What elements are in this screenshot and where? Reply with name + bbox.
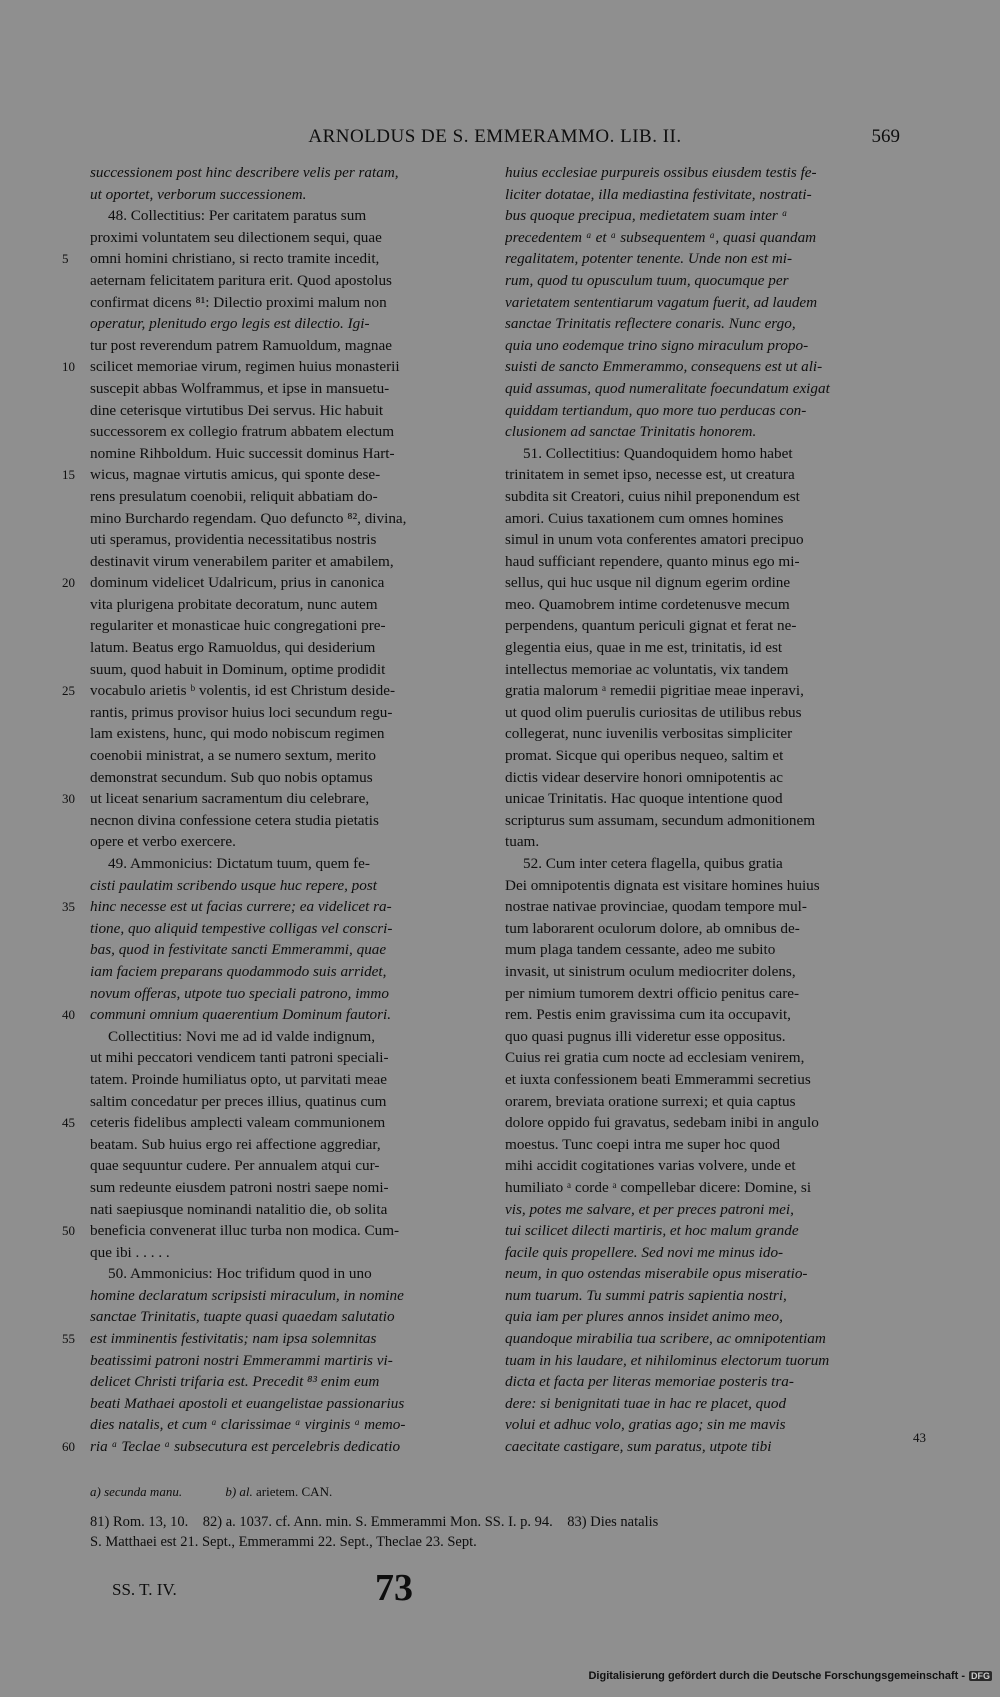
text-line: num tuarum. Tu summi patris sapientia nostri, (505, 1286, 787, 1304)
text-line: tuam in his laudare, et nihilominus electorum tuorum (505, 1351, 830, 1369)
text-line: regalitatem, potenter tenente. Unde non est mi- (505, 250, 793, 268)
text-line: ut liceat senarium sacramentum diu celebrare, (90, 790, 370, 808)
note-b (225, 1484, 332, 1500)
line-number: 40 (62, 1007, 75, 1023)
text-line: tui scilicet dilecti martiris, et hoc malum grande (505, 1222, 799, 1240)
text-line: communi omnium quaerentium Dominum fautori. (90, 1006, 392, 1024)
text-line: regulariter et monasticae huic congregationi pre- (90, 617, 386, 635)
text-line: 51. Collectitius: Quandoquidem homo habet (523, 444, 793, 462)
text-line: quiddam tertiandum, quo more tuo perducas con- (505, 401, 807, 419)
line-number: 25 (62, 683, 75, 699)
text-line: beatissimi patroni nostri Emmerammi martiris vi- (90, 1351, 393, 1369)
line-number: 45 (62, 1115, 75, 1131)
text-line: hinc necesse est ut facias currere; ea videlicet ra- (90, 898, 392, 916)
text-line: dine ceterisque virtutibus Dei servus. Hic habuit (90, 401, 384, 419)
text-line: delicet Christi trifaria est. Precedit ⁸³ enim eum (90, 1373, 380, 1391)
sheet-signature (90, 1566, 900, 1616)
text-line: sanctae Trinitatis reflectere conaris. Nunc ergo, (505, 315, 796, 333)
text-line: per nimium tumorem dextri officio penitus care- (505, 984, 800, 1002)
text-line: sellus, qui huc usque nil dignum egerim ordine (505, 574, 791, 592)
text-line: rantis, primus provisor huius loci secundum regu- (90, 703, 393, 721)
text-line: confirmat dicens ⁸¹: Dilectio proximi malum non (90, 293, 387, 311)
text-line: ut oportet, verborum successionem. (90, 185, 307, 203)
text-line: et iuxta confessionem beati Emmerammi secretius (505, 1070, 811, 1088)
text-line: ceteris fidelibus amplecti valeam communionem (90, 1114, 386, 1132)
text-line: successionem post hinc describere velis per ratam, (90, 164, 399, 181)
text-line: lam existens, hunc, qui modo nobiscum regimen (90, 725, 385, 743)
line-number: 55 (62, 1331, 75, 1347)
text-line: mino Burchardo regendam. Quo defuncto ⁸², divina, (90, 509, 407, 527)
running-title: ARNOLDUS DE S. EMMERAMMO. LIB. II. (308, 126, 682, 147)
line-number: 35 (62, 899, 75, 915)
text-line: varietatem sententiarum vagatum fuerit, ad laudem (505, 293, 818, 311)
text-line: neum, in quo ostendas miserabile opus miseratio- (505, 1265, 808, 1283)
credit-text: Digitalisierung gefördert durch die Deutsche Forschungsgemeinschaft - (588, 1670, 965, 1682)
text-line: rum, quod tu opusculum tuum, quocumque per (505, 271, 789, 289)
volume-mark: SS. T. IV. (112, 1580, 177, 1599)
text-line: bus quoque precipua, medietatem suam inter ᵃ (505, 207, 788, 225)
text-line: suisti de sancto Emmerammo, consequens est ut ali- (505, 358, 823, 376)
text-line: beatam. Sub huius ergo rei affectione aggrediar, (90, 1135, 381, 1153)
text-line: coenobii ministrat, a se numero sextum, merito (90, 747, 376, 765)
text-line: clusionem ad sanctae Trinitatis honorem. (505, 423, 757, 441)
text-line: vis, potes me salvare, et per preces patroni mei, (505, 1200, 794, 1218)
right-text-column (505, 162, 905, 1458)
margin-reference-number: 43 (913, 1430, 926, 1445)
text-line: sanctae Trinitatis, tuapte quasi quaedam salutatio (90, 1308, 395, 1326)
text-line: wicus, magnae virtutis amicus, qui sponte dese- (90, 466, 381, 484)
text-line: vita plurigena probitate decoratum, nunc autem (90, 595, 378, 613)
text-line: suum, quod habuit in Dominum, optime prodidit (90, 660, 386, 678)
text-line: novum offeras, utpote tuo speciali patrono, immo (90, 984, 389, 1002)
text-line: quid assumas, quod numeralitate foecundatum exigat (505, 379, 830, 397)
text-line: iam faciem preparans quodammodo suis arridet, (90, 962, 387, 980)
text-line: meo. Quamobrem intime cordetenusve mecum (505, 595, 790, 613)
text-line: dicta et facta per literas memoriae posteris tra- (505, 1373, 794, 1391)
text-line: invasit, ut sinistrum oculum mediocriter dolens, (505, 962, 796, 980)
text-line: tione, quo aliquid tempestive colligas vel conscri- (90, 919, 393, 937)
line-number: 50 (62, 1223, 75, 1239)
text-line: demonstrat secundum. Sub quo nobis optamus (90, 768, 373, 786)
text-line: intellectus memoriae ac voluntatis, vix tandem (505, 660, 789, 678)
text-line: orarem, breviata oratione surrexi; et quia captus (505, 1092, 796, 1110)
text-line: nati saepiusque nominandi natalitio die, ob solita (90, 1200, 388, 1218)
text-line: tuam. (505, 833, 540, 851)
text-line: uti speramus, providentia necessitatibus nostris (90, 531, 377, 549)
text-line: destinavit virum venerabilem pariter et amabilem, (90, 552, 394, 570)
text-line: 52. Cum inter cetera flagella, quibus gratia (523, 855, 783, 872)
text-line: collegerat, nunc iuvenilis verbositas simpliciter (505, 725, 793, 743)
text-line: quandoque mirabilia tua scribere, ac omnipotentiam (505, 1330, 826, 1348)
text-line: scripturus sum assumam, secundum admonitionem (505, 811, 816, 829)
text-line: bas, quod in festivitate sancti Emmerammi, quae (90, 941, 387, 959)
text-line: dictis videar deservire honori omnipotentis ac (505, 768, 783, 786)
dfg-logo-icon: DFG (971, 1671, 990, 1681)
text-line: ut mihi peccatori vendicem tanti patroni speciali- (90, 1049, 389, 1067)
text-line: haud sufficiant rependere, quanto minus ego mi- (505, 552, 800, 570)
note-a: a) secunda manu. (90, 1484, 183, 1499)
left-text-column (90, 162, 505, 1458)
note-b-text: arietem. CAN. (256, 1484, 333, 1499)
text-line: 48. Collectitius: Per caritatem paratus sum (108, 207, 367, 225)
text-line: quae sequuntur cudere. Per annualem atqui cur- (90, 1157, 380, 1175)
text-line: caecitate castigare, sum paratus, utpote tibi (505, 1438, 772, 1456)
text-line: dolore oppido fui gravatus, sedebam inibi in angulo (505, 1114, 819, 1132)
footnote-references (90, 1512, 900, 1552)
line-number: 5 (62, 251, 69, 267)
text-line: vocabulo arietis ᵇ volentis, id est Christum deside- (90, 682, 396, 700)
text-line: Collectitius: Novi me ad id valde indignum, (108, 1027, 376, 1045)
text-line: opere et verbo exercere. (90, 833, 236, 851)
text-line: facile quis propellere. Sed novi me minus ido- (505, 1243, 784, 1261)
line-number: 15 (62, 467, 75, 483)
footnote-line: S. Matthaei est 21. Sept., Emmerammi 22. Sept., Theclae 23. Sept. (90, 1534, 477, 1550)
text-line: 49. Ammonicius: Dictatum tuum, quem fe- (108, 855, 370, 872)
text-line: mihi accidit cogitationes varias volvere, unde et (505, 1157, 796, 1175)
text-line: quia iam per plures annos insidet animo meo, (505, 1308, 783, 1326)
text-line: unicae Trinitatis. Hac quoque intentione quod (505, 790, 783, 808)
text-line: 50. Ammonicius: Hoc trifidum quod in uno (108, 1265, 372, 1283)
text-line: tatem. Proinde humiliatus opto, ut parvitati meae (90, 1070, 387, 1088)
text-line: huius ecclesiae purpureis ossibus eiusdem testis fe- (505, 164, 817, 181)
text-line: glegentia eius, quae in me est, trinitatis, id est (505, 639, 783, 657)
text-line: tur post reverendum patrem Ramuoldum, magnae (90, 336, 392, 354)
line-number: 20 (62, 575, 75, 591)
text-line: precedentem ᵃ et ᵃ subsequentem ᵃ, quasi quandam (505, 228, 817, 246)
text-line: rens presulatum coenobii, reliquit abbatiam do- (90, 487, 378, 505)
text-line: cisti paulatim scribendo usque huc repere, post (90, 876, 377, 894)
text-line: tum laborarent oculorum dolore, ab omnibus de- (505, 919, 800, 937)
note-b-prefix: b) al. (225, 1484, 253, 1499)
text-line: est imminentis festivitatis; nam ipsa solemnitas (90, 1330, 377, 1348)
text-line: dies natalis, et cum ᵃ clarissimae ᵃ virginis ᵃ memo- (90, 1416, 406, 1434)
text-line: omni homini christiano, si recto tramite incedit, (90, 250, 380, 268)
text-line: volui et adhuc volo, gratias ago; sin me mavis (505, 1416, 786, 1434)
text-line: gratia malorum ᵃ remedii pigritiae meae inperavi, (505, 682, 804, 700)
text-line: successorem ex collegio fratrum abbatem electum (90, 423, 395, 441)
text-line: operatur, plenitudo ergo legis est dilectio. Igi- (90, 315, 370, 333)
text-line: ria ᵃ Teclae ᵃ subsecutura est percelebris dedicatio (90, 1438, 401, 1456)
text-line: dere: si benignitati tuae in hac re placet, quod (505, 1394, 787, 1412)
text-line: Cuius rei gratia cum nocte ad ecclesiam venirem, (505, 1049, 805, 1067)
text-line: moestus. Tunc coepi intra me super hoc quod (505, 1135, 781, 1153)
text-line: liciter dotatae, illa mediastina festivitate, nostrati- (505, 185, 812, 203)
text-line: rem. Pestis enim gravissima cum ita occupavit, (505, 1006, 791, 1024)
text-line: subdita sit Creatori, cuius nihil preponendum est (505, 487, 800, 505)
text-line: nomine Rihboldum. Huic successit dominus Hart- (90, 444, 395, 462)
text-line: simul in unum vota conferentes amatori precipuo (505, 531, 804, 549)
line-number: 60 (62, 1439, 75, 1455)
running-header (90, 126, 900, 152)
footnote-line: 81) Rom. 13, 10. 82) a. 1037. cf. Ann. min. S. Emmerammi Mon. SS. I. p. 94. 83) Dies natalis (90, 1514, 659, 1530)
text-line: quo quasi pugnus illi videretur esse oppositus. (505, 1027, 786, 1045)
text-line: trinitatem in semet ipso, necesse est, ut creatura (505, 466, 795, 484)
text-line: perpendens, quantum periculi gignat et ferat ne- (505, 617, 797, 635)
text-line: scilicet memoriae virum, regimen huius monasterii (90, 358, 400, 376)
text-line: sum redeunte eiusdem patroni nostri saepe nomi- (90, 1178, 389, 1196)
text-line: suscepit abbas Wolframmus, et ipse in mansuetu- (90, 379, 390, 397)
text-line: quia uno eodemque trino signo miraculum propo- (505, 336, 809, 354)
sheet-number: 73 (375, 1567, 413, 1609)
text-line: amori. Cuius taxationem cum omnes homines (505, 509, 784, 527)
page-number: 569 (871, 126, 900, 147)
text-line: beati Mathaei apostoli et euangelistae passionarius (90, 1394, 405, 1412)
text-line: mum plaga tandem cessante, adeo me subito (505, 941, 776, 959)
text-line: aeternam felicitatem paritura erit. Quod apostolus (90, 271, 392, 289)
text-line: beneficia convenerat illuc turba non modica. Cum- (90, 1222, 400, 1240)
text-line: Dei omnipotentis dignata est visitare homines huius (505, 876, 820, 894)
text-line: necnon divina confessione cetera studia pietatis (90, 811, 379, 829)
text-line: proximi voluntatem seu dilectionem sequi, quae (90, 228, 382, 246)
text-line: saltim concedatur per preces illius, quatinus cum (90, 1092, 387, 1110)
line-number: 30 (62, 791, 75, 807)
text-line: ut quod olim puerulis curiositas de utilibus rebus (505, 703, 802, 721)
text-line: que ibi . . . . . (90, 1243, 170, 1261)
line-number: 10 (62, 359, 75, 375)
digitization-credit (588, 1670, 992, 1682)
text-line: homine declaratum scripsisti miraculum, in nomine (90, 1286, 404, 1304)
text-line: humiliato ᵃ corde ᵃ compellebar dicere: Domine, si (505, 1178, 812, 1196)
text-line: promat. Sicque qui operibus nequeo, saltim et (505, 747, 784, 765)
textual-notes (90, 1484, 900, 1500)
text-line: latum. Beatus ergo Ramuoldus, qui desiderium (90, 639, 376, 657)
text-line: dominum videlicet Udalricum, prius in canonica (90, 574, 385, 592)
text-line: nostrae nativae provinciae, quodam tempore mul- (505, 898, 807, 916)
